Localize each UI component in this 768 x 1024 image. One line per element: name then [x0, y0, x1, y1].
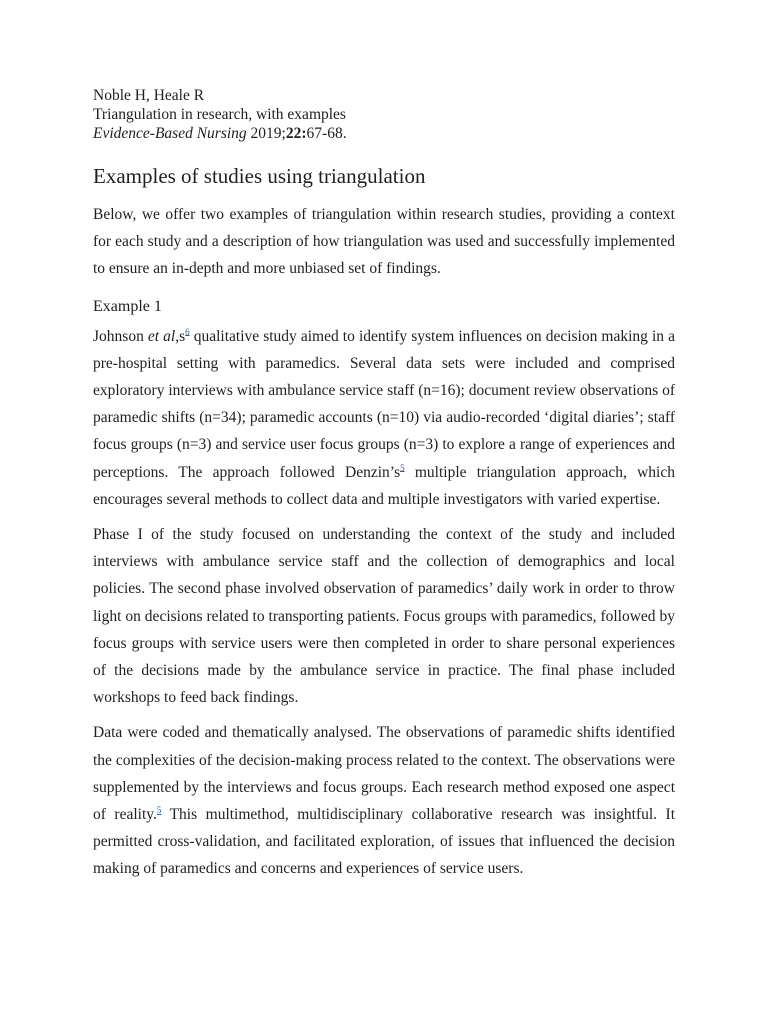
document-page [93, 86, 675, 891]
paragraph-text-a: qualitative study aimed to identify system influences on decision making in a pre-hospital setting with paramedics. Several data sets were included and comprised exploratory interviews with ambulance service staff (n=16); document review observations of paramedic shifts (n=34); paramedic accounts (n=10) via audio-recorded ‘digital diaries’; staff focus groups (n=3) and service user focus groups (n=3) to explore a range of experiences and perceptions. The approach followed Denzin’s [93, 327, 675, 481]
intro-paragraph: Below, we offer two examples of triangulation within research studies, providing a context for each study and a description of how triangulation was used and successfully implemented to ensure an in-depth and more unbiased set of findings. [93, 206, 675, 278]
paragraph-text-a: Data were coded and thematically analysed. The observations of paramedic shifts identified the complexities of the decision-making process related to the context. The observations were supplemented by the interviews and focus groups. Each research method exposed one aspect of reality. [93, 724, 675, 824]
example-1-heading: Example 1 [93, 297, 162, 315]
example-1-paragraph-2: Phase I of the study focused on understanding the context of the study and included interviews with ambulance service staff and the collection of demographics and local policies. The second phase involved observation of paramedics’ daily work in order to throw light on decisions related to transporting patients. Focus groups with paramedics, followed by focus groups with service users were then completed in order to share personal experiences of the decisions made by the ambulance service in practice. The final phase included workshops to feed back findings. [93, 526, 675, 707]
author-name: Johnson [93, 327, 148, 345]
example-1-paragraph-3 [93, 719, 675, 882]
reference-link-5[interactable]: 5 [400, 462, 405, 473]
reference-link-6[interactable]: 6 [185, 326, 190, 337]
section-heading: Examples of studies using triangulation [93, 164, 426, 188]
citation-volume: 22: [285, 125, 307, 142]
citation-journal: Evidence-Based Nursing [93, 125, 247, 142]
citation-year: 2019; [246, 125, 286, 142]
citation-authors: Noble H, Heale R [93, 87, 205, 104]
et-al-text: et al [147, 327, 176, 345]
example-1-paragraph-1 [93, 323, 675, 513]
citation-title: Triangulation in research, with examples [93, 106, 346, 123]
citation-pages: 67-68. [306, 125, 347, 142]
reference-link-5[interactable]: 5 [156, 804, 162, 815]
citation-source [93, 124, 675, 143]
paragraph-text-b: This multimethod, multidisciplinary collaborative research was insightful. It permitted cross-validation, and facilitated exploration, of issues that influenced the decision making of paramedics and concerns and experiences of service users. [93, 806, 676, 878]
citation-block [93, 86, 675, 143]
paragraph-text-b: multiple triangulation approach, which encourages several methods to collect data and multiple investigators with varied expertise. [93, 463, 675, 508]
possessive-text: ,s [175, 327, 186, 345]
